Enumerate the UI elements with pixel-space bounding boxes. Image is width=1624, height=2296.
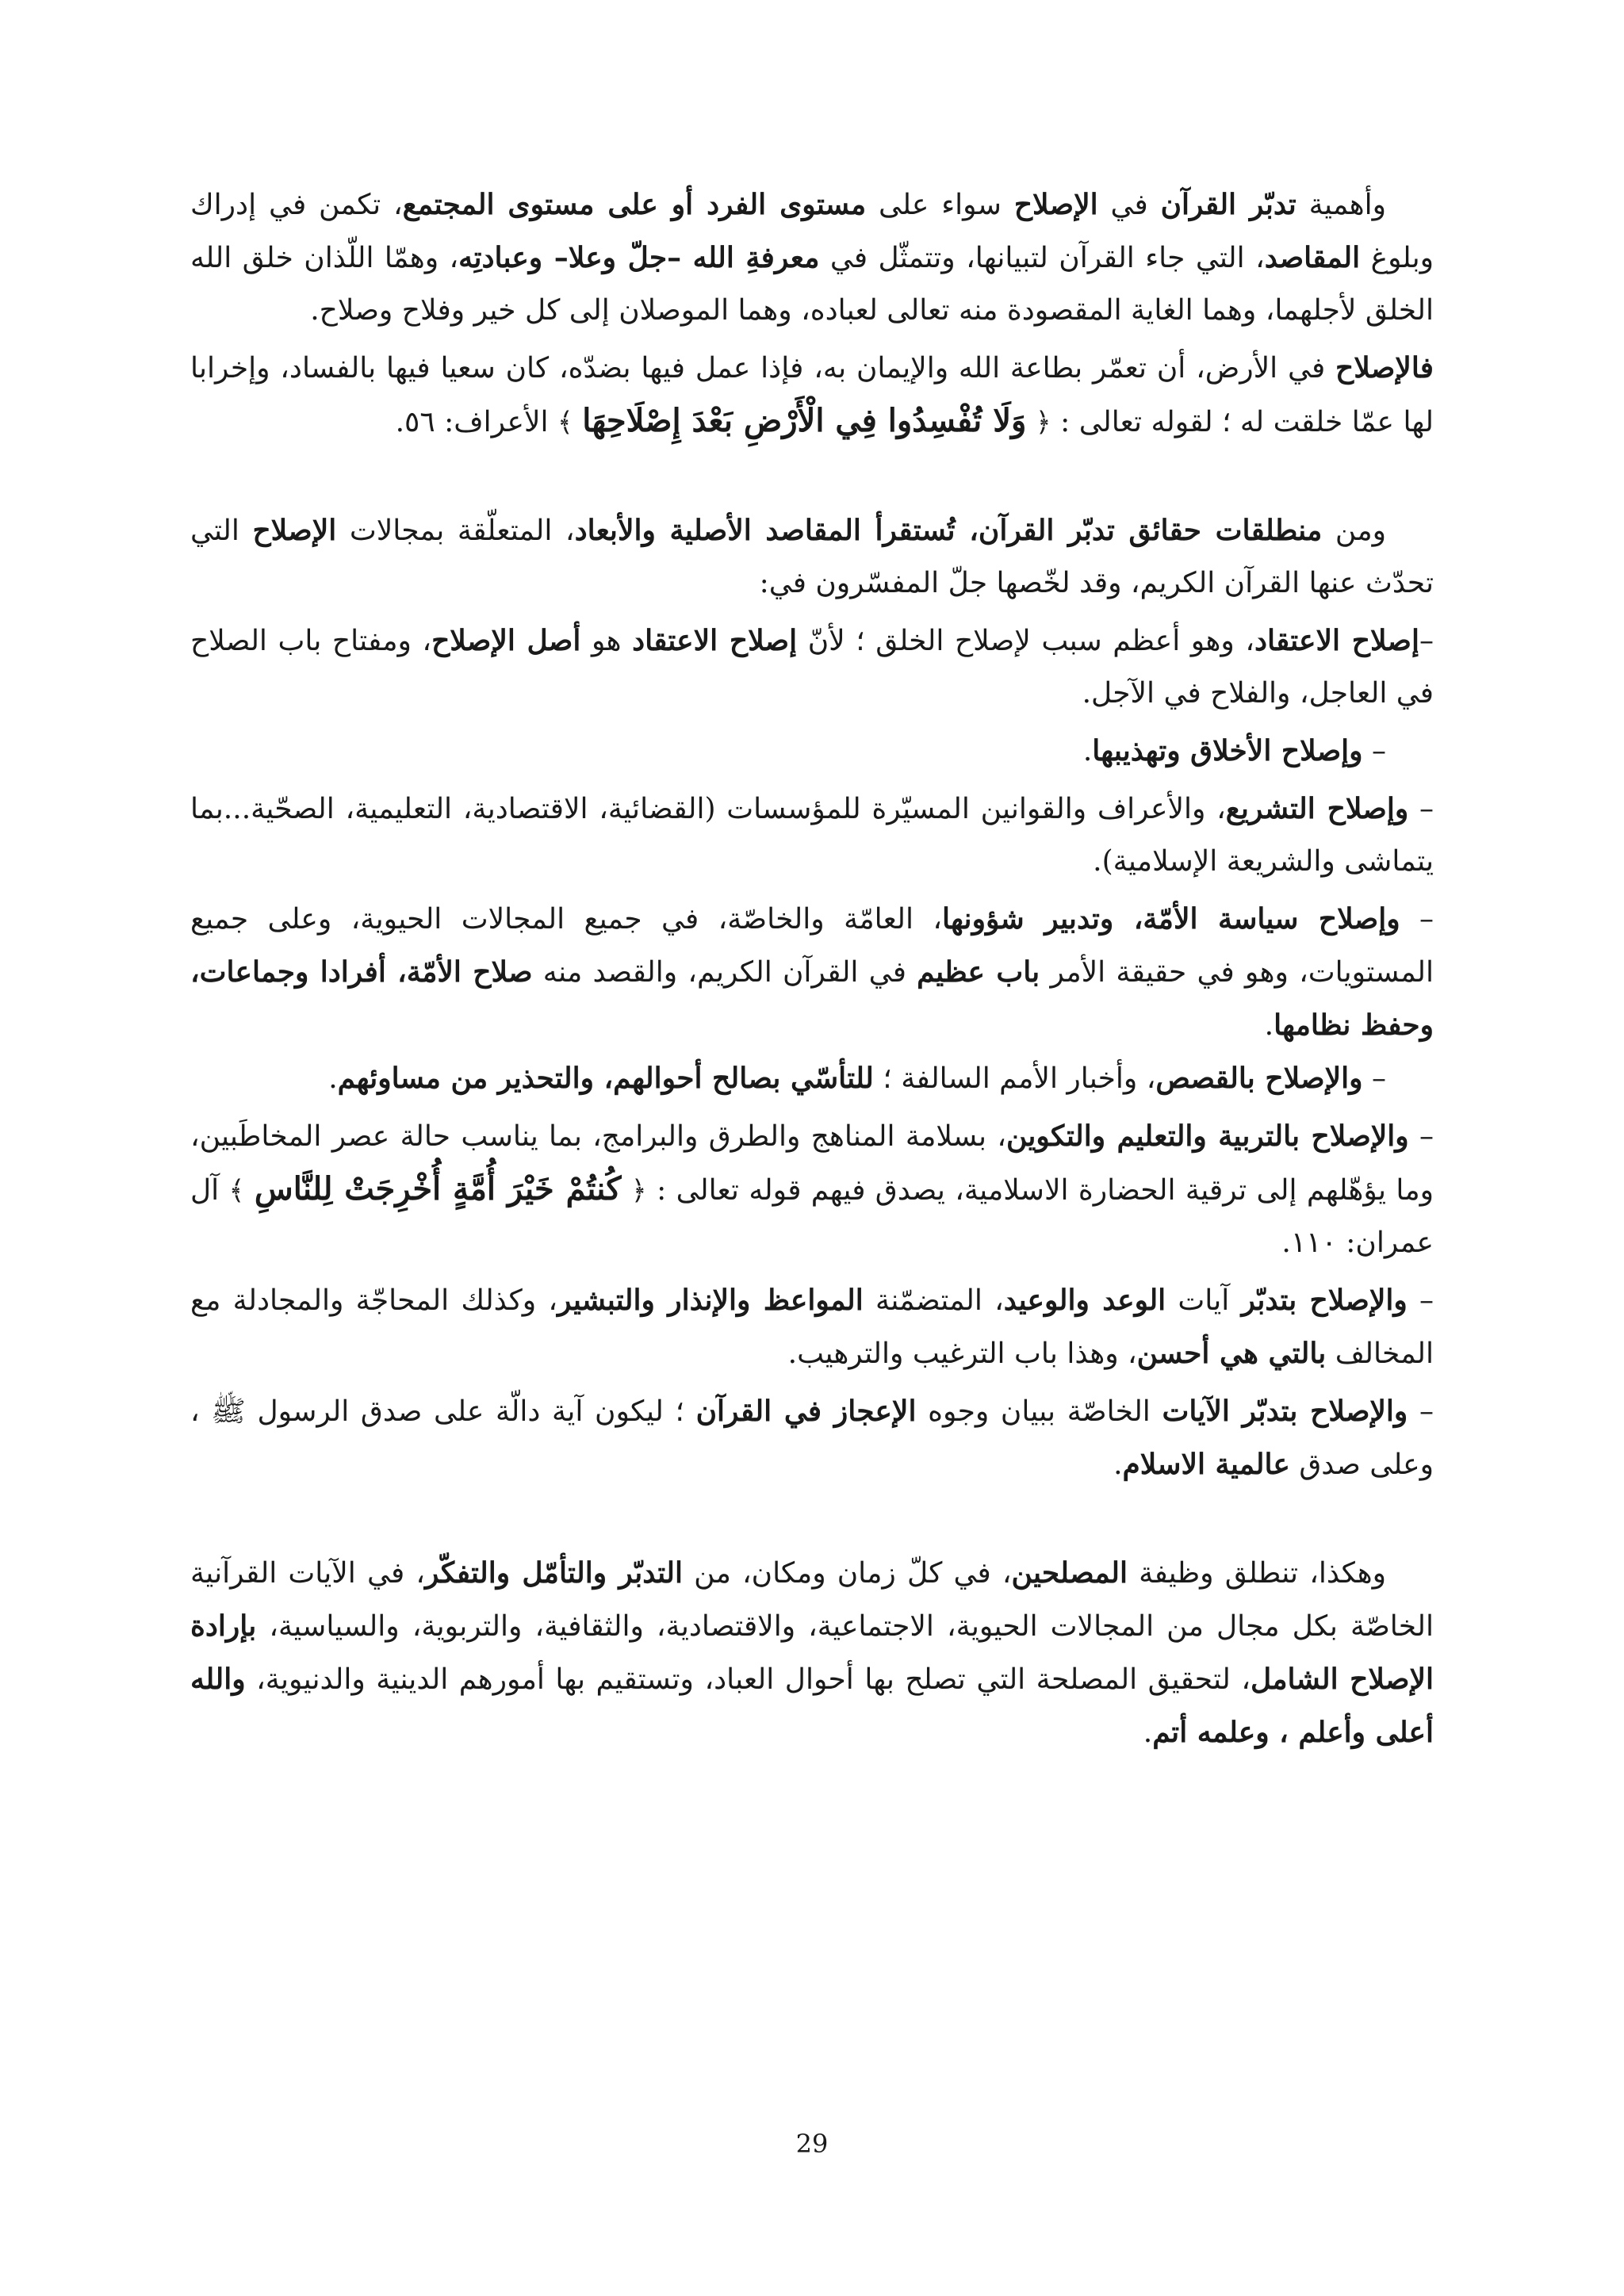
text-run: آيات — [1166, 1284, 1242, 1317]
bold-run: معرفةِ الله –جلّ وعلا– وعبادتِه — [458, 241, 820, 274]
text-run: ، المتعلّقة بمجالات — [336, 515, 575, 547]
list-dash: – — [1408, 1120, 1434, 1153]
text-run: . — [1264, 1009, 1274, 1042]
bold-run: والله أعلى وأعلم ، وعلمه أتم — [190, 1663, 1434, 1749]
bold-run: فالإصلاح — [1335, 351, 1434, 385]
text-run: ، وهمّا اللّذان خلق الله الخلق لأجلهما، وهما الغاية المقصودة منه تعالى لعباده، وهما الموصلان إلى كل خير وفلاح وصلاح. — [190, 242, 1434, 327]
list-dash: – — [1408, 1395, 1434, 1428]
list-item-morals — [190, 725, 1434, 778]
bold-run: تدبّر القرآن — [1160, 188, 1297, 221]
paragraph-conclusion — [190, 1547, 1434, 1759]
list-dash: – — [1362, 735, 1386, 767]
text-run: في الأرض، أن تعمّر بطاعة الله والإيمان به، فإذا عمل فيها بضدّه، كان سعيا فيها بالفساد، وإخرابا لها عمّا خلقت له ؛ لقوله تعالى : — [190, 352, 1434, 438]
text-run: ؛ ليكون آية دالّة على صدق الرسول ﷺ ، وعلى صدق — [190, 1395, 1434, 1481]
list-item-belief — [190, 614, 1434, 720]
text-run: ، التي جاء القرآن لتبيانها، وتتمثّل في — [819, 242, 1265, 274]
list-dash: – — [1408, 793, 1434, 825]
bold-run: الإصلاح — [1013, 188, 1098, 221]
bold-run: للتأسّي بصالح أحوالهم، والتحذير من مساوئهم — [337, 1062, 874, 1095]
bold-run: المصلحين — [1011, 1556, 1128, 1590]
text-run: في القرآن الكريم، والقصد منه — [532, 956, 917, 989]
bold-run: بالتي هي أحسن — [1136, 1337, 1327, 1370]
text-run: وأهمية — [1296, 189, 1387, 221]
bold-run: الإعجاز في القرآن — [695, 1395, 917, 1428]
text-run: الخاصّة ببيان وجوه — [916, 1395, 1162, 1428]
bold-run: التدبّر والتأمّل والتفكّر — [424, 1556, 683, 1590]
text-run: ، لتحقيق المصلحة التي تصلح بها أحوال العباد، وتستقيم بها أمورهم الدينية والدنيوية، — [245, 1663, 1251, 1696]
text-run: ، في كلّ زمان ومكان، من — [683, 1557, 1012, 1590]
bold-run: الإصلاح — [252, 514, 337, 547]
text-run: ، ومفتاح باب الصلاح في العاجل، والفلاح في الآجل. — [190, 625, 1434, 710]
list-item-miracle — [190, 1385, 1434, 1491]
quran-open-brace: ﴿ — [630, 1175, 647, 1207]
text-run: ، في الآيات القرآنية الخاصّة بكل مجال من المجالات الحيوية، الاجتماعية، والاقتصادية، والثقافية، والتربوية، والسياسية، — [190, 1557, 1434, 1643]
quran-verse: كُنتُمْ خَيْرَ أُمَّةٍ أُخْرِجَتْ لِلنَّاسِ — [254, 1170, 622, 1207]
quran-close-brace: ﴾ — [557, 407, 573, 438]
bold-run: مستوى الفرد أو على مستوى المجتمع — [402, 188, 867, 221]
text-run: . — [1113, 1448, 1123, 1481]
bold-run: الوعد والوعيد — [1003, 1284, 1166, 1317]
text-run: . — [1082, 735, 1093, 767]
list-item-legislation — [190, 783, 1434, 888]
paragraph-principles — [190, 504, 1434, 610]
bold-run: إصلاح الاعتقاد — [1254, 624, 1419, 657]
text-run: ومن — [1322, 515, 1387, 547]
text-run: ، والأعراف والقوانين المسيّرة للمؤسسات (القضائية، الاقتصادية، التعليمية، الصحّية...بما يتماشى والشريعة الإسلامية). — [190, 793, 1434, 878]
page-body — [190, 178, 1434, 1759]
verse-reference: آل عمران: ١١٠. — [190, 1174, 1434, 1259]
text-run: ، المتضمّنة — [863, 1284, 1004, 1317]
bold-run: منطلقات حقائق تدبّر القرآن، تُستقرأ المقاصد الأصلية والأبعاد — [574, 514, 1323, 547]
list-item-politics — [190, 893, 1434, 1052]
list-dash: – — [1419, 625, 1434, 657]
bold-run: والإصلاح بالقصص — [1155, 1062, 1363, 1095]
list-dash: – — [1362, 1062, 1386, 1095]
list-item-stories — [190, 1052, 1434, 1105]
paragraph-importance — [190, 178, 1434, 337]
text-run: هو — [580, 625, 633, 657]
verse-reference: الأعراف: ٥٦. — [395, 406, 557, 438]
bold-run: والإصلاح بتدبّر — [1241, 1284, 1408, 1317]
bold-run: عالمية الاسلام — [1122, 1448, 1290, 1481]
text-run: ، تكمن في إدراك وبلوغ — [190, 189, 1434, 274]
quran-open-brace: ﴿ — [1035, 407, 1051, 438]
text-run: في — [1097, 189, 1161, 221]
list-dash: – — [1407, 1284, 1434, 1317]
bold-run: باب عظيم — [917, 955, 1040, 989]
text-run: ، وكذلك المحاجّة والمجادلة مع المخالف — [190, 1284, 1434, 1370]
text-run: ، بسلامة المناهج والطرق والبرامج، بما يناسب حالة عصر المخاطَبين، وما يؤهّلهم إلى ترقية الحضارة الاسلامية، يصدق فيهم قوله تعالى : — [190, 1120, 1434, 1207]
page-number: 29 — [795, 2129, 829, 2159]
text-run: . — [1143, 1716, 1153, 1749]
bold-run: أصل الإصلاح — [431, 624, 581, 657]
bold-run: وإصلاح الأخلاق وتهذيبها — [1092, 734, 1363, 767]
quran-verse: وَلَا تُفْسِدُوا فِي الْأَرْضِ بَعْدَ إِصْلَاحِهَا — [582, 402, 1027, 439]
list-item-promise — [190, 1274, 1434, 1380]
text-run: سواء على — [866, 189, 1014, 221]
text-run: التي تحدّث عنها القرآن الكريم، وقد لخّصها جلّ المفسّرون في: — [190, 515, 1434, 599]
bold-run: إصلاح الاعتقاد — [632, 624, 798, 657]
bold-run: صلاح الأمّة، أفرادا وجماعات، وحفظ نظامها — [190, 955, 1434, 1042]
text-run: ، وهذا باب الترغيب والترهيب. — [787, 1337, 1137, 1370]
quran-close-brace: ﴾ — [228, 1175, 245, 1207]
text-run: ، وأخبار الأمم السالفة ؛ — [873, 1062, 1156, 1095]
paragraph-islah-in-earth — [190, 342, 1434, 449]
text-run: ، وهو أعظم سبب لإصلاح الخلق ؛ لأنّ — [797, 625, 1254, 657]
list-dash: – — [1400, 903, 1434, 936]
bold-run: وإصلاح التشريع — [1225, 792, 1409, 825]
bold-run: المقاصد — [1264, 241, 1361, 274]
text-run: ، العامّة والخاصّة، في جميع المجالات الحيوية، وعلى جميع المستويات، وهو في حقيقة الأمر — [190, 903, 1434, 989]
text-run: وهكذا، تنطلق وظيفة — [1127, 1557, 1387, 1590]
list-item-education — [190, 1110, 1434, 1269]
bold-run: المواعظ والإنذار والتبشير — [557, 1284, 864, 1317]
bold-run: والإصلاح بالتربية والتعليم والتكوين — [1005, 1119, 1409, 1153]
bold-run: وإصلاح سياسة الأمّة، وتدبير شؤونها — [941, 902, 1400, 936]
text-run: . — [328, 1062, 338, 1095]
bold-run: والإصلاح بتدبّر الآيات — [1162, 1395, 1408, 1428]
bold-run: بإرادة الإصلاح الشامل — [190, 1609, 1434, 1696]
